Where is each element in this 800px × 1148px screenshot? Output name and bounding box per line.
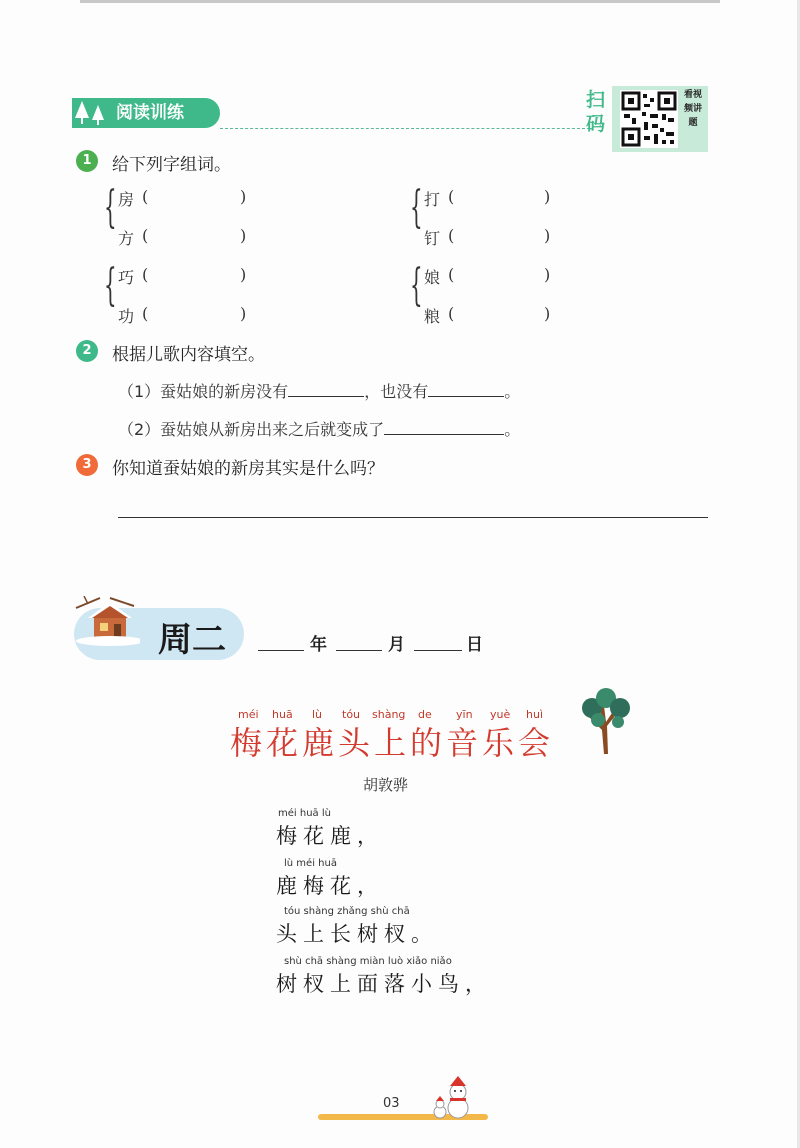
fill-item-1 xyxy=(118,378,520,402)
question-number: 3 xyxy=(76,454,98,476)
snow-house-icon xyxy=(70,596,140,648)
close-paren: ) xyxy=(544,226,551,245)
title-pinyin: tóu xyxy=(342,708,361,721)
open-paren: ( xyxy=(142,187,149,206)
poem-title: 梅花鹿头上的音乐会 xyxy=(230,724,555,762)
close-paren: ) xyxy=(240,265,247,284)
title-pinyin: de xyxy=(418,708,432,721)
line-pinyin: lù méi huā xyxy=(284,858,337,869)
page-number: 03 xyxy=(383,1096,400,1111)
word-char: 方 xyxy=(118,229,135,248)
qr-caption: 看视频讲题 xyxy=(684,90,703,128)
open-paren: ( xyxy=(448,187,455,206)
fill-text: 。 xyxy=(504,420,521,439)
word-char: 粮 xyxy=(424,307,441,326)
word-char: 房 xyxy=(118,190,135,209)
tree-icon xyxy=(72,98,116,128)
year-blank[interactable] xyxy=(258,650,304,651)
scan-label: 扫码 xyxy=(586,89,606,135)
blank[interactable] xyxy=(288,378,364,397)
blank[interactable] xyxy=(384,416,504,435)
date-blank[interactable] xyxy=(414,650,462,651)
title-pinyin: yīn xyxy=(456,708,473,721)
question-prompt: 根据儿歌内容填空。 xyxy=(112,345,265,365)
poem-line: 树杈上面落小鸟， xyxy=(276,972,492,996)
title-pinyin: méi xyxy=(238,708,259,721)
section-title: 阅读训练 xyxy=(72,98,220,128)
close-paren: ) xyxy=(240,304,247,323)
close-paren: ) xyxy=(240,226,247,245)
question-prompt: 你知道蚕姑娘的新房其实是什么吗？ xyxy=(112,459,384,479)
qr-code-icon[interactable] xyxy=(620,90,678,148)
snowman-icon xyxy=(428,1076,484,1120)
word-char: 打 xyxy=(424,190,441,209)
date-label: 日 xyxy=(466,635,483,655)
open-paren: ( xyxy=(142,304,149,323)
word-char: 功 xyxy=(118,307,135,326)
question-number: 1 xyxy=(76,150,98,172)
poem-line: 头上长树杈。 xyxy=(276,922,438,946)
brace: { xyxy=(410,182,423,233)
open-paren: ( xyxy=(448,226,455,245)
brace: { xyxy=(104,182,117,233)
close-paren: ) xyxy=(544,304,551,323)
fill-text: ，也没有 xyxy=(364,382,429,401)
close-paren: ) xyxy=(544,187,551,206)
word-char: 巧 xyxy=(118,268,135,287)
word-char: 娘 xyxy=(424,268,441,287)
open-paren: ( xyxy=(142,265,149,284)
month-blank[interactable] xyxy=(336,650,382,651)
open-paren: ( xyxy=(448,265,455,284)
close-paren: ) xyxy=(240,187,247,206)
fill-item-2 xyxy=(118,416,520,440)
poem-line: 梅花鹿， xyxy=(276,824,384,848)
brace: { xyxy=(104,260,117,311)
open-paren: ( xyxy=(448,304,455,323)
line-pinyin: shù chā shàng miàn luò xiǎo niǎo xyxy=(284,956,452,967)
poem-line: 鹿梅花， xyxy=(276,874,384,898)
question-prompt: 给下列字组词。 xyxy=(112,155,231,175)
fill-text: 。 xyxy=(504,382,521,401)
title-pinyin: huā xyxy=(272,708,293,721)
line-pinyin: méi huā lù xyxy=(278,808,331,819)
brace: { xyxy=(410,260,423,311)
fill-text: （2）蚕姑娘从新房出来之后就变成了 xyxy=(118,420,385,439)
blank[interactable] xyxy=(428,378,504,397)
poem-author: 胡敦骅 xyxy=(363,776,409,794)
word-char: 钉 xyxy=(424,229,441,248)
line-pinyin: tóu shàng zhǎng shù chā xyxy=(284,906,410,917)
open-paren: ( xyxy=(142,226,149,245)
title-pinyin: shàng xyxy=(372,708,406,721)
close-paren: ) xyxy=(544,265,551,284)
year-label: 年 xyxy=(310,635,327,655)
day-label: 周二 xyxy=(158,620,226,660)
section-divider xyxy=(220,128,590,129)
question-number: 2 xyxy=(76,340,98,362)
title-pinyin: huì xyxy=(526,708,543,721)
fill-text: （1）蚕姑娘的新房没有 xyxy=(118,382,289,401)
title-pinyin: yuè xyxy=(490,708,511,721)
month-label: 月 xyxy=(388,635,405,655)
answer-line[interactable] xyxy=(118,517,708,518)
title-pinyin: lù xyxy=(312,708,323,721)
tree-icon xyxy=(574,686,638,756)
top-rule xyxy=(80,0,720,3)
